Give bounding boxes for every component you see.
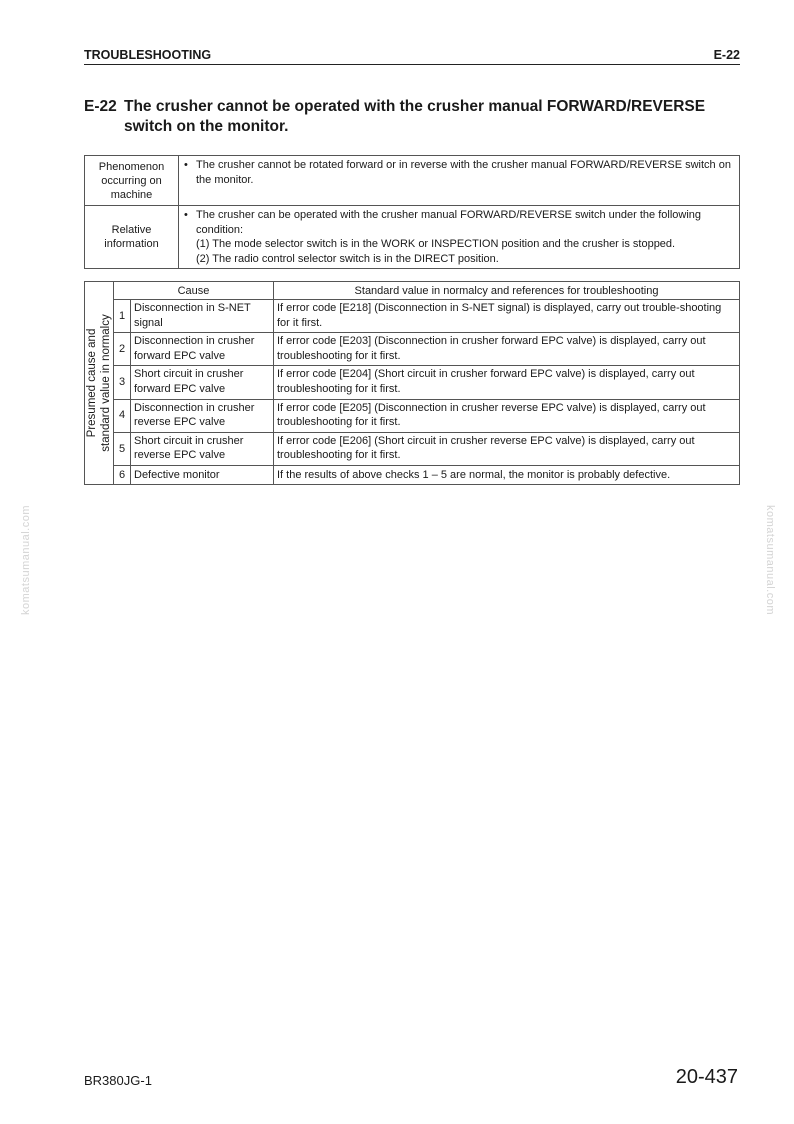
- table-row: [85, 300, 740, 333]
- row-number: 5: [114, 432, 131, 465]
- row-standard: If error code [E218] (Disconnection in S-NET signal) is displayed, carry out trouble-shooting for it first.: [274, 300, 740, 333]
- watermark-right: komatsumanual.com: [764, 505, 776, 615]
- table-row: [85, 333, 740, 366]
- table-row: [85, 432, 740, 465]
- relative-info-text: The crusher can be operated with the crusher manual FORWARD/REVERSE switch under the following condition:: [196, 209, 702, 236]
- row-standard: If error code [E204] (Short circuit in crusher forward EPC valve) is displayed, carry out troubleshooting for it first.: [274, 366, 740, 399]
- row-cause: Short circuit in crusher reverse EPC valve: [131, 432, 274, 465]
- row-cause: Disconnection in S-NET signal: [131, 300, 274, 333]
- row-number: 3: [114, 366, 131, 399]
- section-name: TROUBLESHOOTING: [84, 48, 212, 62]
- row-standard: If error code [E205] (Disconnection in crusher reverse EPC valve) is displayed, carry out troubleshooting for it first.: [274, 399, 740, 432]
- row-cause: Disconnection in crusher forward EPC valve: [131, 333, 274, 366]
- page-header: [84, 48, 740, 65]
- row-number: 1: [114, 300, 131, 333]
- cause-table-header: [85, 282, 740, 300]
- row-standard: If error code [E203] (Disconnection in crusher forward EPC valve) is displayed, carry out troubleshooting for it first.: [274, 333, 740, 366]
- cause-header: Cause: [114, 282, 274, 300]
- relative-info-content: [179, 206, 740, 269]
- table-row: [85, 366, 740, 399]
- row-number: 2: [114, 333, 131, 366]
- bullet: •: [184, 209, 188, 221]
- relative-info-row: [85, 206, 740, 269]
- row-standard: If error code [E206] (Short circuit in crusher reverse EPC valve) is displayed, carry out troubleshooting for it first.: [274, 432, 740, 465]
- phenomenon-content: [179, 156, 740, 206]
- table-row: [85, 465, 740, 484]
- title-code: E-22: [84, 98, 117, 115]
- row-cause: Disconnection in crusher reverse EPC valve: [131, 399, 274, 432]
- row-cause: Short circuit in crusher forward EPC valve: [131, 366, 274, 399]
- row-number: 6: [114, 465, 131, 484]
- phenomenon-text: The crusher cannot be rotated forward or in reverse with the crusher manual FORWARD/REVERSE switch on the monitor.: [196, 159, 731, 186]
- title-text: The crusher cannot be operated with the crusher manual FORWARD/REVERSE switch on the monitor.: [124, 98, 706, 135]
- row-cause: Defective monitor: [131, 465, 274, 484]
- condition-2: (2) The radio control selector switch is in the DIRECT position.: [196, 252, 499, 265]
- footer-model: BR380JG-1: [84, 1073, 152, 1088]
- info-table: [84, 155, 740, 269]
- condition-1: (1) The mode selector switch is in the WORK or INSPECTION position and the crusher is stopped.: [196, 238, 676, 251]
- side-label-line2: standard value in normalcy: [100, 314, 112, 452]
- row-standard: If the results of above checks 1 – 5 are normal, the monitor is probably defective.: [274, 465, 740, 484]
- phenomenon-label: Phenomenon occurring on machine: [85, 156, 179, 206]
- bullet: •: [184, 159, 188, 171]
- phenomenon-row: [85, 156, 740, 206]
- cause-table: [84, 281, 740, 485]
- row-number: 4: [114, 399, 131, 432]
- page-number: 20-437: [675, 1066, 738, 1088]
- side-label-cell: [85, 282, 114, 485]
- side-label: [85, 314, 113, 451]
- standard-header: Standard value in normalcy and references for troubleshooting: [274, 282, 740, 300]
- side-label-line1: Presumed cause and: [86, 328, 98, 438]
- relative-info-label: Relative information: [85, 206, 179, 269]
- table-row: [85, 399, 740, 432]
- watermark-left: komatsumanual.com: [20, 505, 32, 615]
- section-code: E-22: [713, 48, 740, 62]
